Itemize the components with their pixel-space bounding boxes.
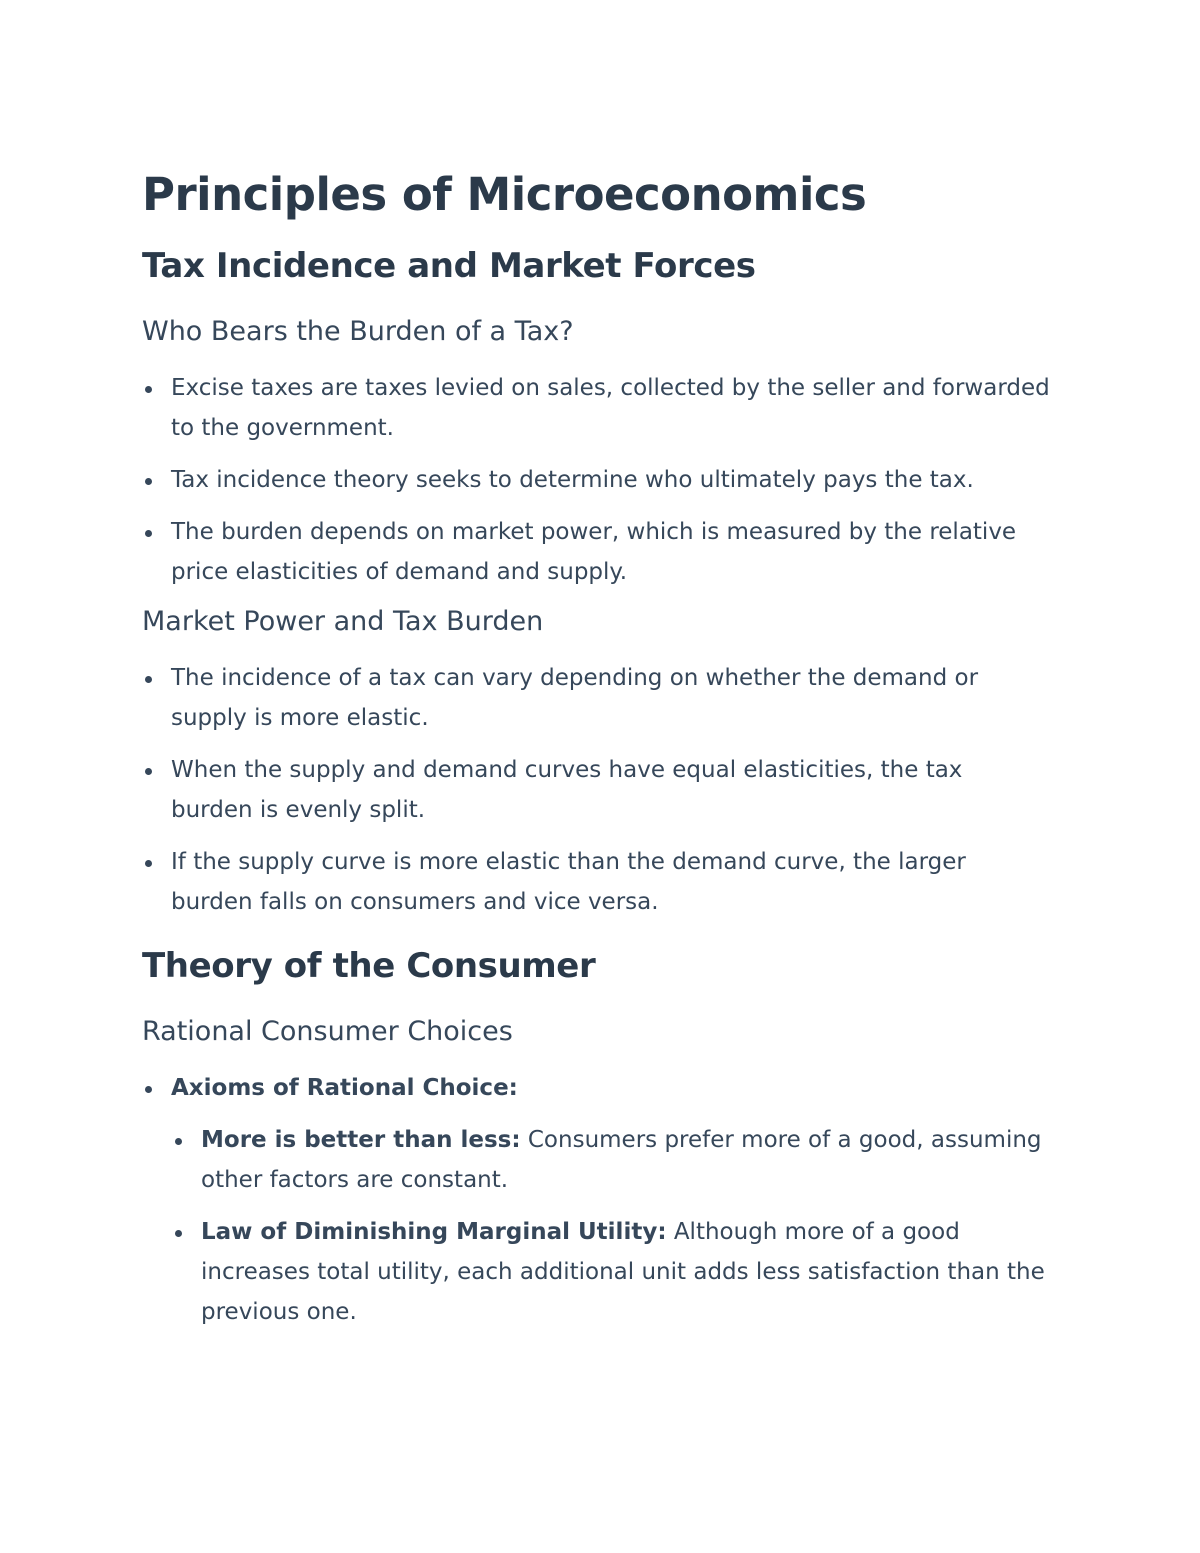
list-item: The incidence of a tax can vary depending on whether the demand or supply is more elastic.	[142, 658, 1050, 738]
subsection-heading-market-power: Market Power and Tax Burden	[142, 606, 544, 637]
axiom-text: Although more of a good increases total utility, each additional unit adds less satisfaction than the previous one.	[201, 1219, 1045, 1325]
axiom-text: Consumers prefer more of a good, assuming other factors are constant.	[201, 1127, 1042, 1193]
list-item: The burden depends on market power, which is measured by the relative price elasticities of demand and supply.	[142, 512, 1050, 592]
axiom-term: Law of Diminishing Marginal Utility:	[201, 1219, 667, 1245]
list-item: Excise taxes are taxes levied on sales, collected by the seller and forwarded to the government.	[142, 368, 1050, 448]
list-item: If the supply curve is more elastic than the demand curve, the larger burden falls on consumers and vice versa.	[142, 842, 1050, 922]
subsection-heading-rational-choices: Rational Consumer Choices	[142, 1016, 513, 1047]
list-item-axioms	[142, 1068, 1050, 1332]
axioms-term: Axioms of Rational Choice:	[171, 1075, 518, 1101]
list-item: When the supply and demand curves have equal elasticities, the tax burden is evenly split.	[142, 750, 1050, 830]
axiom-term: More is better than less:	[201, 1127, 521, 1153]
document-title: Principles of Microeconomics	[142, 168, 867, 221]
section-heading-consumer-theory: Theory of the Consumer	[142, 946, 596, 986]
list-item: Tax incidence theory seeks to determine who ultimately pays the tax.	[142, 460, 1050, 500]
rational-choice-list	[142, 1068, 1050, 1332]
section-heading-tax-incidence: Tax Incidence and Market Forces	[142, 246, 756, 286]
market-power-list	[142, 658, 1050, 922]
list-item	[171, 1212, 1050, 1332]
tax-burden-list	[142, 368, 1050, 592]
list-item	[171, 1120, 1050, 1200]
subsection-heading-tax-burden: Who Bears the Burden of a Tax?	[142, 316, 574, 347]
axioms-sublist	[171, 1120, 1050, 1332]
